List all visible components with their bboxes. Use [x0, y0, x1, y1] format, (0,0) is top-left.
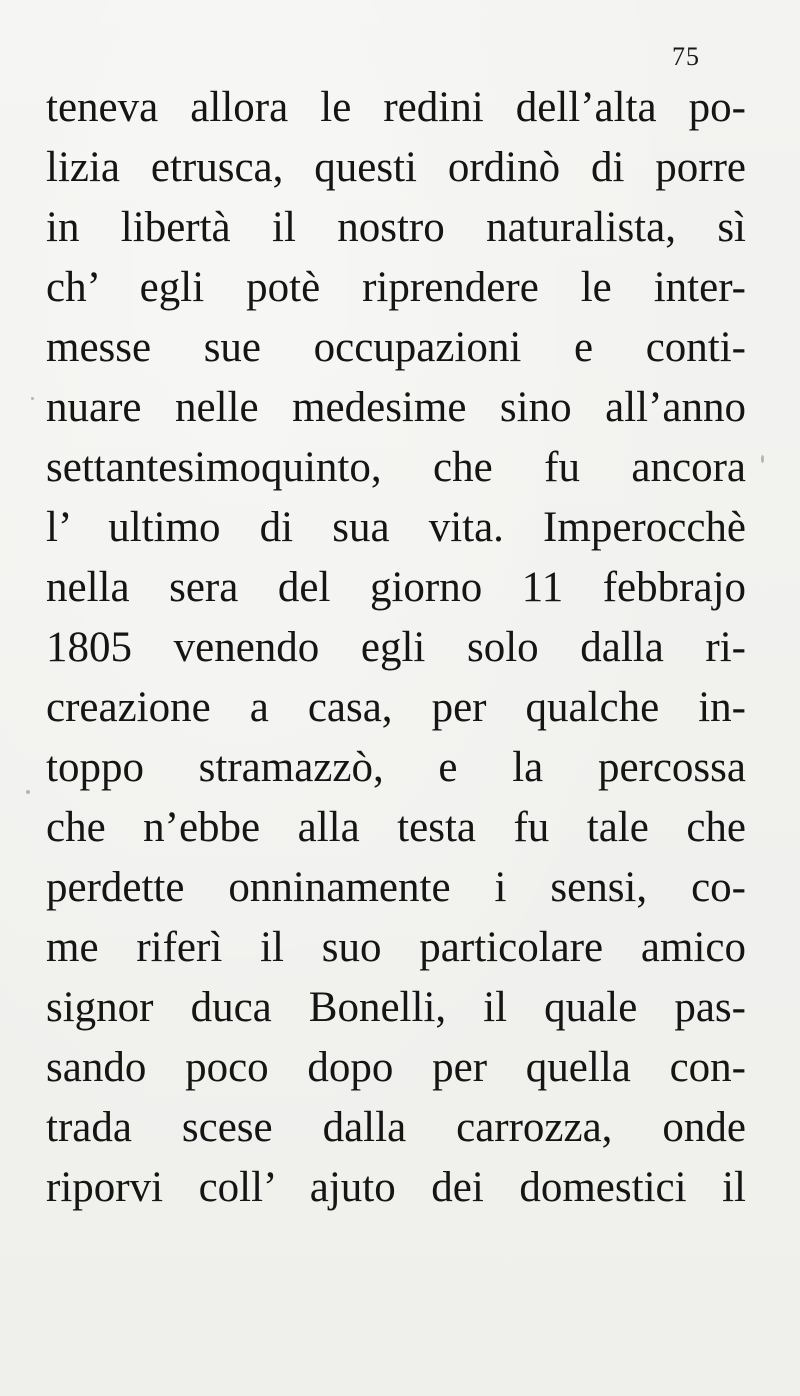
text-line: nuare nelle medesime sino all’anno	[46, 384, 746, 431]
paper-speck	[31, 397, 34, 400]
text-line: teneva allora le redini dell’alta po-	[46, 84, 746, 131]
text-line: l’ ultimo di sua vita. Imperocchè	[46, 504, 746, 551]
text-line: perdette onninamente i sensi, co-	[46, 864, 746, 911]
text-line: signor duca Bonelli, il quale pas-	[46, 984, 746, 1031]
text-line: riporvi coll’ ajuto dei domestici il	[46, 1164, 746, 1211]
text-line: lizia etrusca, questi ordinò di porre	[46, 144, 746, 191]
text-line: che n’ebbe alla testa fu tale che	[46, 804, 746, 851]
text-line: creazione a casa, per qualche in-	[46, 684, 746, 731]
text-line: nella sera del giorno 11 febbrajo	[46, 564, 746, 611]
text-line: sando poco dopo per quella con-	[46, 1044, 746, 1091]
text-line: ch’ egli potè riprendere le inter-	[46, 264, 746, 311]
body-text	[46, 78, 746, 1218]
page-number: 75	[672, 42, 700, 71]
text-line: settantesimoquinto, che fu ancora	[46, 444, 746, 491]
text-line: in libertà il nostro naturalista, sì	[46, 204, 746, 251]
text-line: messe sue occupazioni e conti-	[46, 324, 746, 371]
text-line: 1805 venendo egli solo dalla ri-	[46, 624, 746, 671]
text-line: toppo stramazzò, e la percossa	[46, 744, 746, 791]
paper-speck	[26, 790, 30, 794]
paper-speck	[761, 455, 764, 463]
text-line: trada scese dalla carrozza, onde	[46, 1104, 746, 1151]
text-line: me riferì il suo particolare amico	[46, 924, 746, 971]
